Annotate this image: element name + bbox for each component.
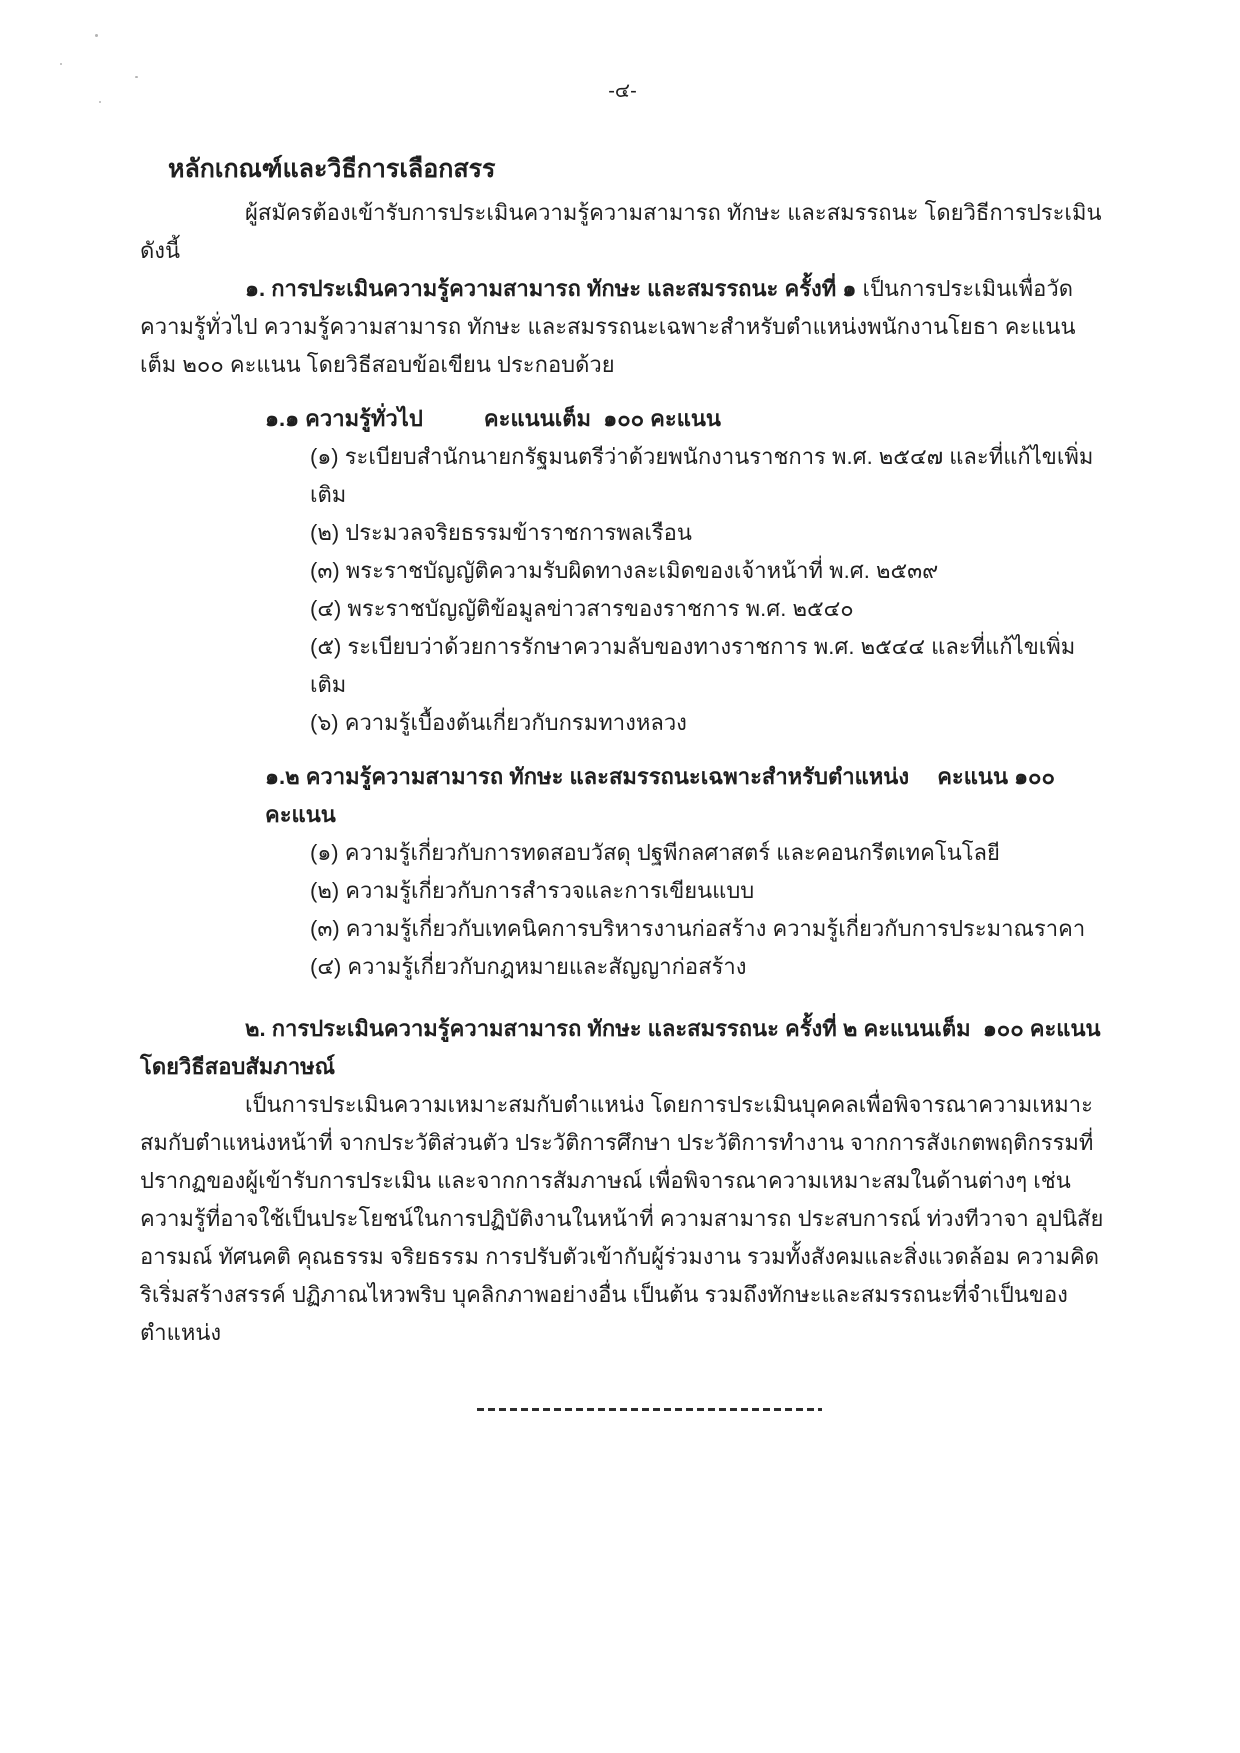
scan-artifact-dot <box>60 63 62 65</box>
section12-score: คะแนน ๑๐๐ คะแนน <box>265 764 1062 827</box>
dashed-divider <box>477 1408 822 1411</box>
list-item: (๑) ระเบียบสำนักนายกรัฐมนตรีว่าด้วยพนักงานราชการ พ.ศ. ๒๕๔๗ และที่แก้ไขเพิ่มเติม <box>310 444 1094 507</box>
section12-heading <box>265 758 1105 834</box>
list-item: (๒) ความรู้เกี่ยวกับการสำรวจและการเขียนแบบ <box>310 878 755 903</box>
section12-label: ๑.๒ ความรู้ความสามารถ ทักษะ และสมรรถนะเฉพาะสำหรับตำแหน่ง <box>265 764 910 789</box>
section1-paragraph <box>140 270 1105 384</box>
list-item: (๕) ระเบียบว่าด้วยการรักษาความลับของทางราชการ พ.ศ. ๒๕๔๔ และที่แก้ไขเพิ่มเติม <box>310 634 1076 697</box>
list-item: (๒) ประมวลจริยธรรมข้าราชการพลเรือน <box>310 520 692 545</box>
list-item: (๓) ความรู้เกี่ยวกับเทคนิคการบริหารงานก่อสร้าง ความรู้เกี่ยวกับการประมาณราคา <box>310 916 1086 941</box>
list-item: (๖) ความรู้เบื้องต้นเกี่ยวกับกรมทางหลวง <box>310 710 687 735</box>
section1-body: เป็นการประเมินเพื่อวัดความรู้ทั่วไป ความรู้ความสามารถ ทักษะ และสมรรถนะเฉพาะสำหรับตำแหน่งพนักงานโยธา คะแนนเต็ม ๒๐๐ คะแนน โดยวิธีสอบข้อเขียน ประกอบด้วย <box>140 276 1076 377</box>
list-item: (๑) ความรู้เกี่ยวกับการทดสอบวัสดุ ปฐพีกลศาสตร์ และคอนกรีตเทคโนโลยี <box>310 840 1000 865</box>
scan-artifact-dot <box>95 34 98 37</box>
section1-heading: ๑. การประเมินความรู้ความสามารถ ทักษะ และสมรรถนะ ครั้งที่ ๑ <box>245 276 857 301</box>
scan-artifact-dot <box>135 76 138 78</box>
section11-heading <box>265 400 1105 438</box>
list-item: (๔) พระราชบัญญัติข้อมูลข่าวสารของราชการ พ.ศ. ๒๕๔๐ <box>310 596 854 621</box>
section11-score: คะแนนเต็ม ๑๐๐ คะแนน <box>483 406 721 431</box>
list-item: (๓) พระราชบัญญัติความรับผิดทางละเมิดของเจ้าหน้าที่ พ.ศ. ๒๕๓๙ <box>310 558 939 583</box>
scan-artifact-dot <box>99 101 101 103</box>
list-item: (๔) ความรู้เกี่ยวกับกฎหมายและสัญญาก่อสร้าง <box>310 954 747 979</box>
section11-list <box>140 438 1105 742</box>
section12-list <box>140 834 1105 986</box>
section2-heading-line2: โดยวิธีสอบสัมภาษณ์ <box>140 1054 336 1079</box>
section2-paragraph: เป็นการประเมินความเหมาะสมกับตำแหน่ง โดยการประเมินบุคคลเพื่อพิจารณาความเหมาะสมกับตำแหน่งหน้าที่ จากประวัติส่วนตัว ประวัติการศึกษา ประวัติการทำงาน จากการสังเกตพฤติกรรมที่ปรากฏของผู้เข้ารับการประเมิน และจากการสัมภาษณ์ เพื่อพิจารณาความเหมาะสมในด้านต่างๆ เช่น ความรู้ที่อาจใช้เป็นประโยชน์ในการปฏิบัติงานในหน้าที่ ความสามารถ ประสบการณ์ ท่วงทีวาจา อุปนิสัย อารมณ์ ทัศนคติ คุณธรรม จริยธรรม การปรับตัวเข้ากับผู้ร่วมงาน รวมทั้งสังคมและสิ่งแวดล้อม ความคิดริเริ่มสร้างสรรค์ ปฏิภาณไหวพริบ บุคลิกภาพอย่างอื่น เป็นต้น รวมถึงทักษะและสมรรถนะที่จำเป็นของตำแหน่ง <box>140 1092 1110 1345</box>
intro-paragraph: ผู้สมัครต้องเข้ารับการประเมินความรู้ความสามารถ ทักษะ และสมรรถนะ โดยวิธีการประเมิน ดังนี้ <box>140 200 1108 263</box>
page-number: -๔- <box>608 80 637 102</box>
section2-heading: ๒. การประเมินความรู้ความสามารถ ทักษะ และสมรรถนะ ครั้งที่ ๒ คะแนนเต็ม ๑๐๐ คะแนน <box>245 1016 1101 1041</box>
section11-label: ๑.๑ ความรู้ทั่วไป <box>265 406 423 431</box>
document-title: หลักเกณฑ์และวิธีการเลือกสรร <box>168 155 496 183</box>
